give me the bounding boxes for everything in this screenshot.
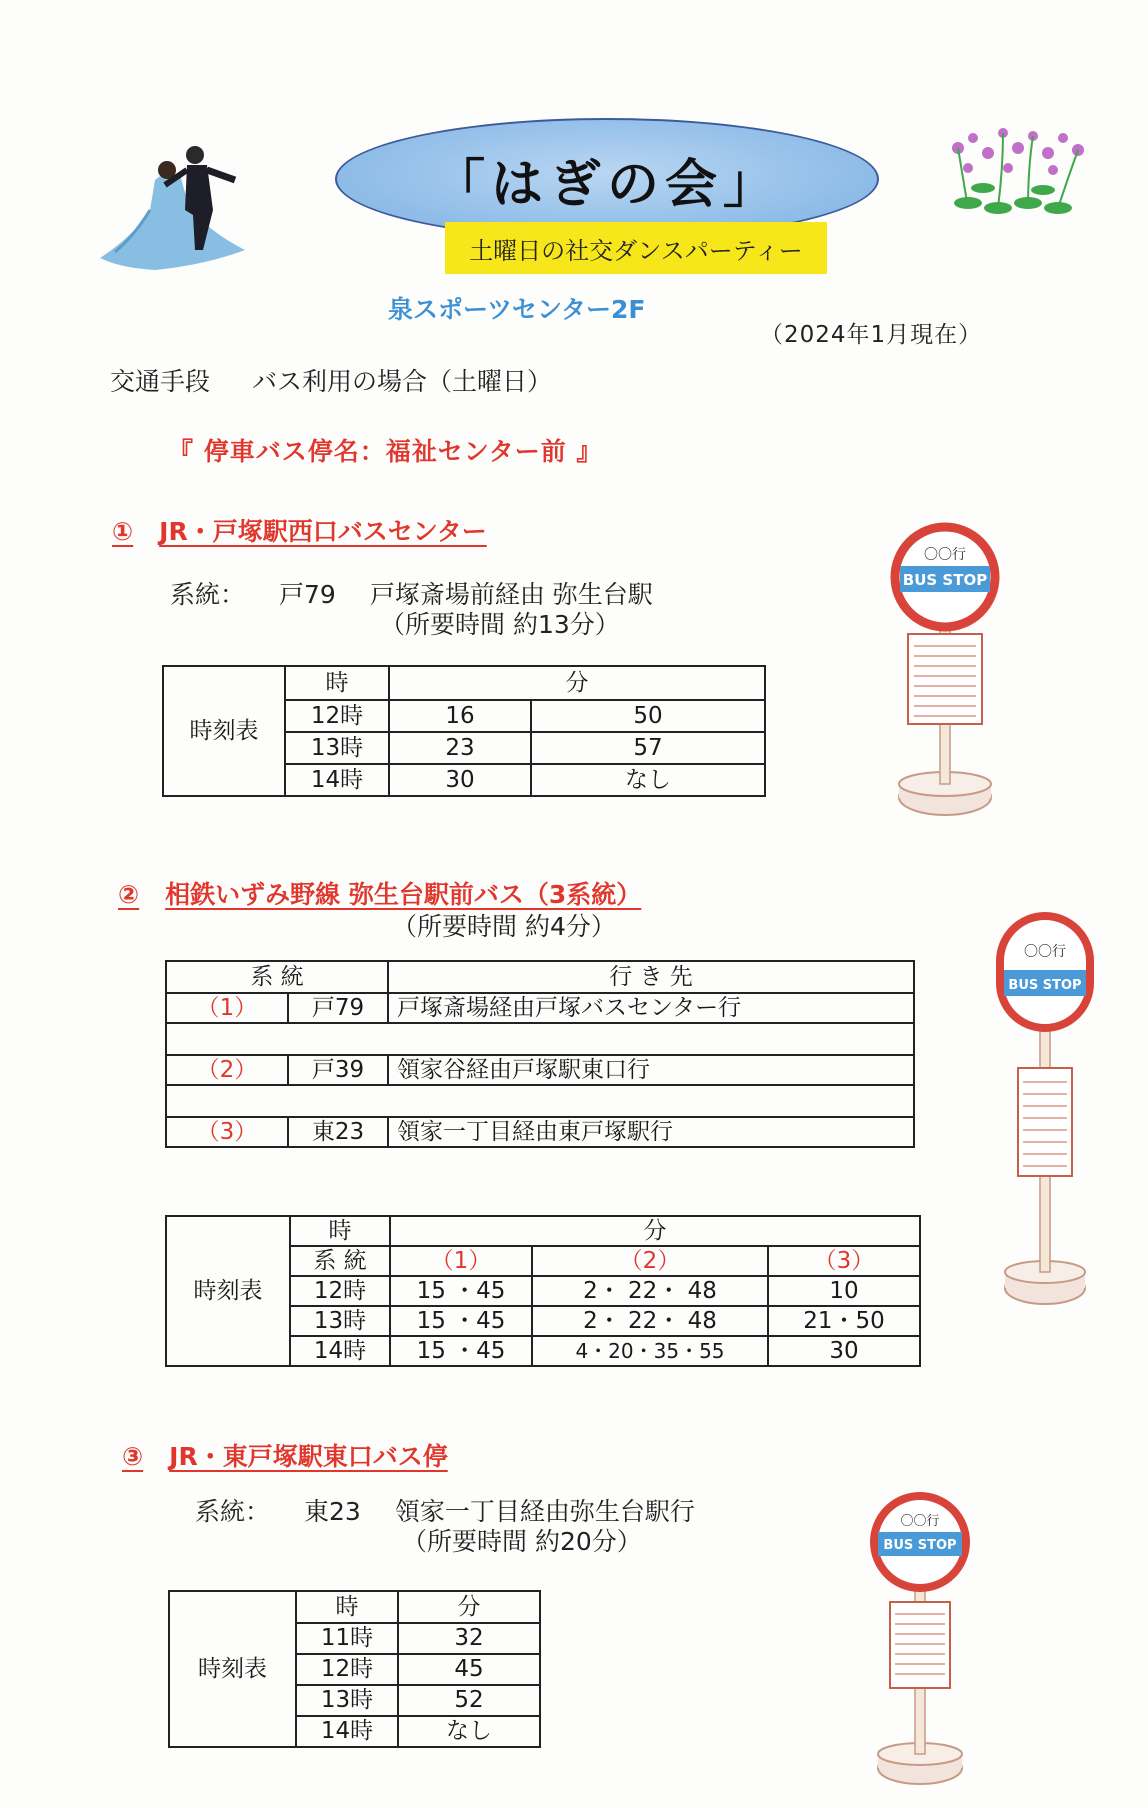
hour-cell: 14時 <box>290 1336 390 1366</box>
minute-cell: 52 <box>398 1685 540 1716</box>
minute-cell: 15 ・45 <box>390 1276 532 1306</box>
bus-stop-destination-text: 〇〇行 <box>900 1514 940 1529</box>
route1-timetable <box>162 665 766 797</box>
minute-cell: 16 <box>389 700 531 732</box>
route1-title: JR・戸塚駅西口バスセンター <box>159 517 487 546</box>
route3-duration: （所要時間 約20分） <box>402 1527 642 1556</box>
route2-duration: （所要時間 約4分） <box>392 912 616 941</box>
line-col-header: （1） <box>390 1246 532 1276</box>
route2-number: ② <box>118 880 140 909</box>
bus-stop-sign-illustration <box>990 910 1100 1310</box>
route2-lines-table <box>165 960 915 1148</box>
hour-header: 時 <box>285 666 389 700</box>
line-index-cell: （3） <box>166 1117 288 1147</box>
table-row <box>166 1117 914 1147</box>
line-index-cell: （1） <box>166 993 288 1023</box>
line-code-cell: 戸39 <box>288 1055 388 1085</box>
minute-cell: 45 <box>398 1654 540 1685</box>
route1-duration: （所要時間 約13分） <box>380 610 620 639</box>
minute-cell: 32 <box>398 1623 540 1654</box>
minute-cell: なし <box>398 1716 540 1747</box>
hour-cell: 12時 <box>290 1276 390 1306</box>
subtitle-banner <box>445 222 827 274</box>
transport-line <box>110 362 552 398</box>
bus-stop-destination-text: 〇〇行 <box>924 547 966 563</box>
hour-cell: 13時 <box>285 732 389 764</box>
route2-heading <box>118 875 641 911</box>
minute-cell: 2・ 22・ 48 <box>532 1276 768 1306</box>
line-header: 系 統 <box>166 961 388 993</box>
bus-stop-sign-text: BUS STOP <box>902 571 988 589</box>
destination-cell: 領家一丁目経由東戸塚駅行 <box>388 1117 914 1147</box>
line-header: 系 統 <box>290 1246 390 1276</box>
bus-stop-sign-illustration <box>860 1490 980 1790</box>
hour-cell: 12時 <box>296 1654 398 1685</box>
route3-timetable <box>168 1590 541 1748</box>
line-code-cell: 戸79 <box>288 993 388 1023</box>
minute-cell: 4・20・35・55 <box>532 1336 768 1366</box>
dancing-couple-illustration <box>95 140 265 280</box>
bush-clover-flowers-illustration <box>928 108 1098 223</box>
table-row <box>166 993 914 1023</box>
hour-cell: 11時 <box>296 1623 398 1654</box>
route2-timetable <box>165 1215 921 1367</box>
destination-cell: 戸塚斎場経由戸塚バスセンター行 <box>388 993 914 1023</box>
route1-number: ① <box>112 517 134 546</box>
minute-cell: 30 <box>768 1336 920 1366</box>
minute-cell: 30 <box>389 764 531 796</box>
minute-cell: なし <box>531 764 765 796</box>
route3-title: JR・東戸塚駅東口バス停 <box>169 1442 448 1471</box>
hour-header: 時 <box>290 1216 390 1246</box>
spacer-row <box>166 1023 914 1055</box>
bus-stop-destination-text: 〇〇行 <box>1024 944 1066 960</box>
timetable-label: 時刻表 <box>166 1216 290 1366</box>
route1-line-desc: 戸塚斎場前経由 弥生台駅 <box>369 580 653 609</box>
bus-stop-name: 『 停車バス停名：福祉センター前 』 <box>168 437 603 466</box>
route3-heading <box>122 1437 448 1473</box>
minute-header: 分 <box>389 666 765 700</box>
minute-cell: 50 <box>531 700 765 732</box>
minute-header: 分 <box>390 1216 920 1246</box>
route3-line-desc: 領家一丁目経由弥生台駅行 <box>394 1497 695 1526</box>
transport-value: バス利用の場合（土曜日） <box>252 367 553 396</box>
minute-cell: 2・ 22・ 48 <box>532 1306 768 1336</box>
line-col-header: （2） <box>532 1246 768 1276</box>
hour-cell: 14時 <box>285 764 389 796</box>
timetable-label: 時刻表 <box>163 666 285 796</box>
transport-label: 交通手段 <box>110 367 211 396</box>
venue-name: 泉スポーツセンター2F <box>388 295 646 324</box>
hour-cell: 12時 <box>285 700 389 732</box>
route1-line-label: 系統： <box>170 580 246 609</box>
minute-cell: 57 <box>531 732 765 764</box>
minute-cell: 21・50 <box>768 1306 920 1336</box>
line-col-header: （3） <box>768 1246 920 1276</box>
route3-line-code: 東23 <box>304 1497 361 1526</box>
route3-line-label: 系統： <box>195 1497 271 1526</box>
minute-cell: 23 <box>389 732 531 764</box>
as-of-date: （2024年1月現在） <box>760 322 983 348</box>
bus-stop-sign-text: BUS STOP <box>1008 978 1082 993</box>
bus-stop-sign-illustration <box>880 522 1010 822</box>
destination-header: 行 き 先 <box>388 961 914 993</box>
hour-cell: 14時 <box>296 1716 398 1747</box>
route2-title: 相鉄いずみ野線 弥生台駅前バス（3系統） <box>165 880 642 909</box>
destination-cell: 領家谷経由戸塚駅東口行 <box>388 1055 914 1085</box>
spacer-row <box>166 1085 914 1117</box>
line-code-cell: 東23 <box>288 1117 388 1147</box>
minute-header: 分 <box>398 1591 540 1623</box>
minute-cell: 15 ・45 <box>390 1306 532 1336</box>
route3-number: ③ <box>122 1442 144 1471</box>
route1-heading <box>112 512 487 548</box>
timetable-label: 時刻表 <box>169 1591 296 1747</box>
table-row <box>166 1055 914 1085</box>
line-index-cell: （2） <box>166 1055 288 1085</box>
page-title: 「はぎの会」 <box>432 153 781 215</box>
hour-cell: 13時 <box>296 1685 398 1716</box>
route1-line-code: 戸79 <box>279 580 336 609</box>
minute-cell: 10 <box>768 1276 920 1306</box>
hour-cell: 13時 <box>290 1306 390 1336</box>
bus-stop-sign-text: BUS STOP <box>883 1538 957 1553</box>
hour-header: 時 <box>296 1591 398 1623</box>
page-subtitle: 土曜日の社交ダンスパーティー <box>469 236 803 265</box>
minute-cell: 15 ・45 <box>390 1336 532 1366</box>
